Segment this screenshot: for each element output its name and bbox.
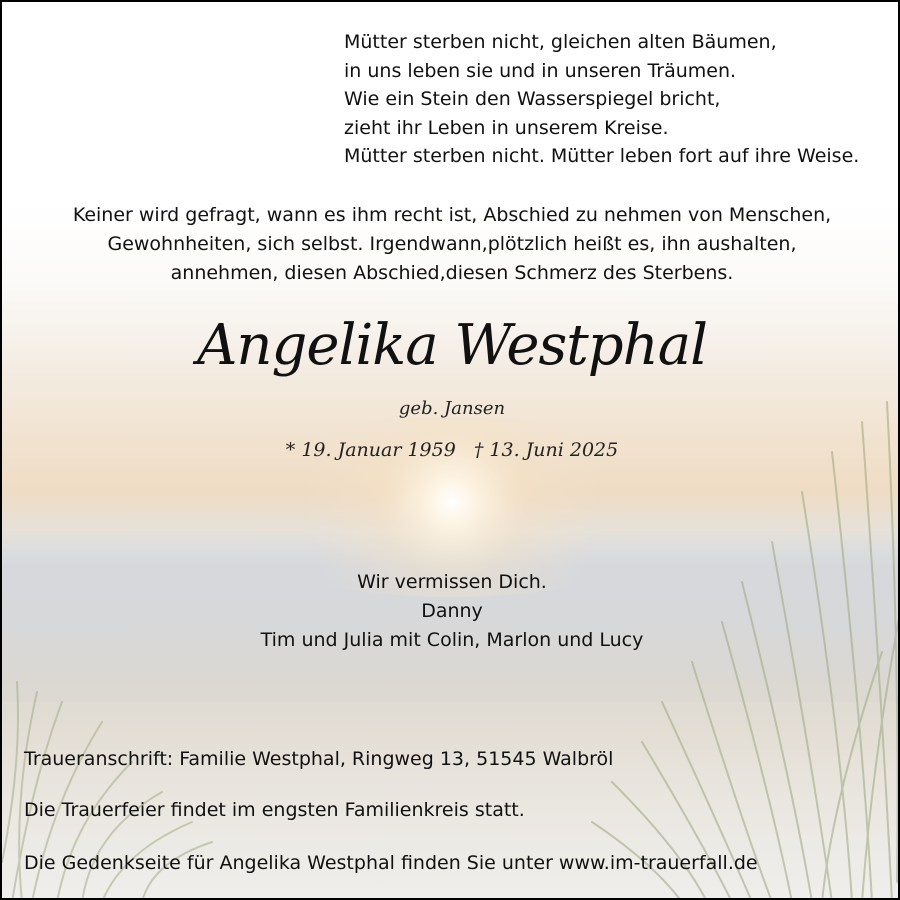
poem-line: in uns leben sie und in unseren Träumen. xyxy=(344,59,737,82)
memorial-page-note: Die Gedenkseite für Angelika Westphal finden Sie unter www.im-trauerfall.de xyxy=(24,852,758,874)
death-date: † 13. Juni 2025 xyxy=(473,439,619,461)
birth-date: * 19. Januar 1959 xyxy=(285,439,456,461)
farewell-text xyxy=(2,201,900,288)
poem xyxy=(344,28,859,171)
mourning-address: Traueranschrift: Familie Westphal, Ringweg 13, 51545 Walbröl xyxy=(24,748,614,770)
life-dates xyxy=(2,439,900,461)
birth-name: geb. Jansen xyxy=(398,398,506,419)
poem-line: Mütter sterben nicht, gleichen alten Bäumen, xyxy=(344,31,777,53)
funeral-service-note: Die Trauerfeier findet im engsten Familienkreis statt. xyxy=(24,799,525,821)
deceased-name: Angelika Westphal xyxy=(196,313,708,378)
farewell-line: Keiner wird gefragt, wann es ihm recht ist, Abschied zu nehmen von Menschen, xyxy=(72,204,832,226)
poem-line: Wie ein Stein den Wasserspiegel bricht, xyxy=(344,88,721,110)
poem-line: zieht ihr Leben in unserem Kreise. xyxy=(344,116,669,139)
farewell-line: annehmen, diesen Abschied,diesen Schmerz des Sterbens. xyxy=(170,262,734,284)
mourner-name: Tim und Julia mit Colin, Marlon und Lucy xyxy=(260,629,644,651)
poem-line: Mütter sterben nicht. Mütter leben fort auf ihre Weise. xyxy=(344,145,860,167)
mourner-name: Danny xyxy=(421,600,483,622)
mourners-intro: Wir vermissen Dich. xyxy=(357,571,547,593)
mourners-block xyxy=(2,568,900,655)
farewell-line: Gewohnheiten, sich selbst. Irgendwann,plötzlich heißt es, ihn aushalten, xyxy=(107,233,797,255)
